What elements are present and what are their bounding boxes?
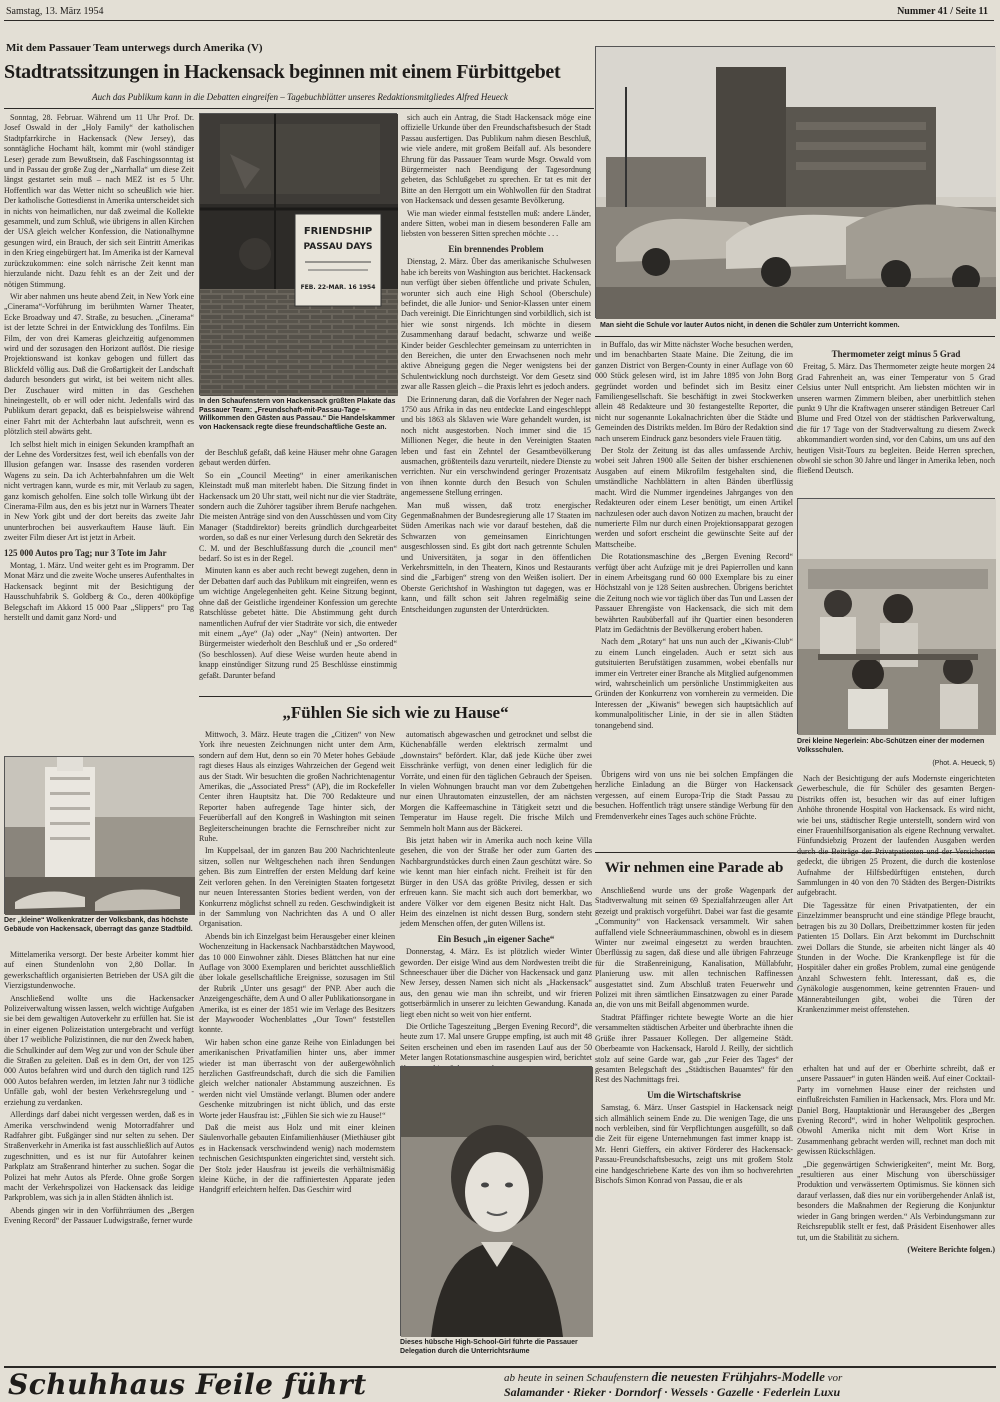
paragraph: Montag, 1. März. Und weiter geht es im Programm. Der Monat März und die zweite Woche unseres Aufenthaltes in Hackensack beginnt mit der Besichtigung der Hausschuhfabrik S. Goldberg & Co., deren 400köpfige Belegschaft im Akkord 15 000 Paar „Slippers“ pro Tag herstellt und damit ganz Nord- und bbox=[4, 561, 194, 623]
paragraph: Die Rotationsmaschine des „Bergen Evening Record“ verfügt über acht Aufzüge mit je drei Papierrollen und kann in einem Arbeitsgang rund 60 000 Exemplare bis zu einer Höchstzahl von je 128 Seiten ausbrechen. Übrigens berichtet die Zeitung noch wie vor täglich über das Tun und Lassen der Passauer Ehrengäste von Hackensack, die sich mit dem bewährten Raubüberfall auf ihr Quartier einen besonderen Platz im Gedächtnis der Bevölkerung erobert haben. bbox=[595, 552, 793, 634]
school-cars-illustration bbox=[596, 47, 996, 319]
top-rule bbox=[4, 20, 994, 21]
photo-school-cars bbox=[595, 46, 995, 318]
photo-three-kids bbox=[797, 498, 995, 734]
photo-friendship-sign bbox=[199, 113, 397, 395]
paragraph: automatisch abgewaschen und getrocknet und selbst die Küchenabfälle werden elektrisch zermalmt und „downstairs“ befördert. Klar, daß jede Küche über zwei Eisschränke verfügt, von denen einer lediglich für die Vorräte, und einen für den täglichen Gebrauch der Speisen. In vielen Wohnungen braucht man vor dem Zubettgehen nur einen Uhrautomaten einzustellen, der am nächsten Morgen die Kaffeemaschine in Tätigkeit setzt und die Temperatur im Hause regelt. Die frische Milch und Semmeln holt Mann aus der Bäckerei. bbox=[400, 730, 592, 833]
article-feel-column-b bbox=[400, 730, 592, 1062]
paragraph: Die Tagessätze für einen Privatpatienten, der ein Einzelzimmer beansprucht und eine ständige Pflege braucht, betragen bis zu 30 Dollars, Dreibettzimmer kosten für jeden Patienten 15 Dollars. Ein Arzt bekommt im Durchschnitt zwei Dollars die Stunde, sie arbeiten nicht länger als 40 Stunden in der Woche. Die Krankenpflege ist für die Hospitäler daher ein großes Problem, zumal eine genügende Anzahl Schwestern fehlt. Interessant, daß es, die Gynäkologie ausgenommen, keine getrennten Frauen- und Männerabteilungen gibt, wobei die Türen der Krankenzimmer meist offenstehen. bbox=[797, 900, 995, 1014]
kids-photo-illustration bbox=[798, 499, 996, 735]
paragraph: Anschließend wurde uns der große Wagenpark der Stadtverwaltung mit seinen 69 Spezialfahrzeugen aller Art gezeigt und praktisch vorgeführt. Dabei war fast die gesamte „Community“ von Hackensack versammelt. Wir sahen auffallend viele Schneeräummaschinen, obwohl es in diesem Winter nur zweimal eingesetzt zu werden brauchten. Überflüssig zu sagen, daß diese und alle übrigen Fahrzeuge für die Straßenreinigung, Kanalisation, Müllabfuhr, Planierung usw. mit allen technischen Raffinessen ausgestattet sind. Zum Abschluß traten Feuerwehr und Polizei mit ihren sämtlichen Einsatzwagen zu einer Parade an, die von uns mit Beifall abgenommen wurde. bbox=[595, 886, 793, 1010]
subhead-problem: Ein brennendes Problem bbox=[448, 243, 544, 254]
subhead-thermometer: Thermometer zeigt minus 5 Grad bbox=[831, 349, 961, 359]
paragraph: Stadtrat Pfäffinger richtete bewegte Worte an die hier versammelten städtischen Arbeiter und überbrachte ihnen die Grüße ihrer Passauer Kollegen. Der allgemeine Städt. Oberbeamte von Hackensack, Harold J. Reilly, der sichtlich stolz auf seine Garde war, gab „zur Feier des Tages“ der gesamten Belegschaft des „Städtischen Bauamtes“ für den Rest des Nachmittags frei. bbox=[595, 1012, 793, 1085]
sign-line-3: FEB. 22-MAR. 16 1954 bbox=[300, 284, 376, 291]
subhead-crisis: Um die Wirtschaftskrise bbox=[647, 1089, 741, 1100]
paragraph: Ich selbst hielt mich in einigen Sekunden krampfhaft an der Lehne des Vordersitzes fest, weil ich ebenfalls von der Illusion gefangen war. Insasse des rasenden vorderen Wagens zu sein. Da ich Achterbahnfahren um die Welt nicht vertragen kann, wurde es mir, mit Verlaub zu sagen, ganz komisch geholfen. Eine solch tolle Wirkung übt der Cinerama-Film aus, den es bis jetzt nur in Warners Theater in New York gibt und der dort bereits das zweite Jahr ununterbrochen bei ausverkauftem Hause läuft. Ein zweiter Film dieser Art ist jetzt in Arbeit. bbox=[4, 439, 194, 543]
article-column-1b bbox=[4, 950, 194, 1362]
article-thermometer bbox=[797, 345, 995, 493]
paragraph: der Beschluß gefaßt, daß keine Häuser mehr ohne Garagen gebaut werden dürfen. bbox=[199, 448, 397, 468]
paragraph: Man muß wissen, daß trotz energischer Gegenmaßnahmen der Bundesregierung alle 17 Staaten im Süden Amerikas nach wie vor darauf bestehen, daß die Schwarzen von gemeinsamen Einrichtungen ausgeschlossen sind. Es gibt dort nach getrennte Schulen und Universitäten, ja sogar in den öffentlichen Verkehrsmitteln, in den Theatern, Kinos und Restaurants sind die „Farbigen“ streng von den Weißen isoliert. Der Oberste Gerichtshof in Washington tut dagegen, was er kann, und fällt schon seit Jahren regelmäßig seine Entscheidungen zugunsten der Unterdrückten. bbox=[401, 500, 591, 614]
photo-credit: (Phot. A. Heueck, 5) bbox=[932, 760, 995, 767]
paragraph: Mittelamerika versorgt. Der beste Arbeiter kommt hier auf einen Stundenlohn von 2,80 Dollar. In gewerkschaftlich organisierten Betrieben der USA gilt die Vierzigstundenwoche. bbox=[4, 950, 194, 991]
sign-photo-illustration bbox=[200, 114, 398, 396]
sign-photo-caption: In den Schaufenstern von Hackensack grüßten Plakate das Passauer Team: „Freundschaft-mit-Passau-Tage – Willkommen den Gästen aus Passau.“ Die Handelskammer von Hackensack regte diese freundschaftliche Geste an. bbox=[199, 398, 396, 431]
paragraph: Wie man wieder einmal feststellen muß: andere Länder, andere Sitten, wobei man in diesem besonderen Falle am liebsten von besseren Sitten sprechen möchte . . . bbox=[401, 208, 591, 239]
ad-brand: Schuhhaus Feile führt bbox=[8, 1368, 367, 1401]
school-caption-rule bbox=[595, 336, 995, 337]
girl-photo-caption: Dieses hübsche High-School-Girl führte die Passauer Delegation durch die Unterrichtsräume bbox=[400, 1339, 578, 1355]
paragraph: Wir aber nahmen uns heute abend Zeit, in New York eine „Cinerama“-Vorführung im berühmten Warner Theater, Ecke Broadway und 47. Straße, zu besuchen. „Cinerama“ ist der letzte Schrei in der Entwicklung des Tonfilms. Ein Film, der von drei Kameras gleichzeitig aufgenommen wird und der sozusagen den Horizont auflöst. Die riesige Projektionswand ist konkav gebogen und füllert das Blickfeld völlig aus. Daß die Großartigkeit der Landschaft dadurch besonders gut wirkt, ist bei weitem nicht alles. Der Zuschauer wird mitten in das Geschehen hineingestellt, ob er will oder nicht. Jedenfalls wird das Publikum derart gepackt, daß es beispielsweise während einer Fahrt mit der Achterbahn laut aufschreit, wenn es plötzlich steil abwärts geht. bbox=[4, 291, 194, 437]
paragraph: Freitag, 5. März. Das Thermometer zeigte heute morgen 24 Grad Fahrenheit an, was einer Temperatur von 5 Grad Celsius unter Null entspricht. Am liebsten möchten wir in unseren warmen Zimmern bleiben, aber unerbittlich stehen punkt 9 Uhr die Kraftwagen unserer ständigen Betreuer Carl Blume und Fred Otzel von der städtischen Parkverwaltung, die für 17 Tage von der Stadtverwaltung zu diesem Zweck abkommandiert worden sind, vor den Cabins, um uns auf den heutigen Visit-Tours zu begleiten. Beide Herren sprechen, obwohl sie schon 30 Jahre und länger in Amerika leben, noch fließend Deutsch. bbox=[797, 362, 995, 476]
school-photo-caption: Man sieht die Schule vor lauter Autos nicht, in denen die Schüler zum Unterricht kommen. bbox=[600, 322, 900, 329]
article-column-4b bbox=[595, 770, 793, 850]
photo-highschool-girl bbox=[400, 1066, 592, 1336]
skyscraper-caption: Der „kleine“ Wolkenkratzer der Volksbank, das höchste Gebäude von Hackensack, überragt das ganze Stadtbild. bbox=[4, 917, 193, 933]
paragraph: Dienstag, 2. März. Über das amerikanische Schulwesen habe ich bereits von Washington aus berichtet. Hackensack nun verfügt über sieben öffentliche und private Schulen, worunter sich auch eine High School (Oberschule) befindet, die alle Junior- und Senior-Klassen unter einem Dach vereinigt. Die Einrichtungen sind vorbildlich, sich ist hier wie sonst nirgends. Ich möchte in diesem Zusammenhang darauf bedacht, schwarze und weiße Kinder beider Geschlechter gemeinsam zu unterrichten in den Bereichen, die unter den Erwachsenen noch mehr aktive Abneigung gegen die Neger wenigstens bei der Schulentwicklung noch durchsteigt. Vor dem Gesetz sind zwar alle Rassen gleich – die Praxis lehrt es jedoch anders. bbox=[401, 257, 591, 392]
paragraph: Die Ortliche Tageszeitung „Bergen Evening Record“, die heute zum 17. Mal unsere Gruppe empfing, ist auch mit 48 Seiten erscheinen und eben im rasenden Lauf aus der 50 Meter langen Rotationsmaschine ausgespien wird, berichtet bbox=[400, 1021, 592, 1063]
ad-vor: vor bbox=[827, 1372, 843, 1384]
paragraph: So ein „Council Meeting“ in einer amerikanischen Kleinstadt muß man miterlebt haben. Die Sitzung findet in Hackensack um 20 Uhr statt, weil nicht nur die vier Stadträte, sondern auch die Zuhörer tagsüber ihrem Berufe nachgehen. Die meisten Anträge sind von den Ausschüssen und vom City Manager (Stadtdirektor) bereits gründlich durchgearbeitet worden, so daß es nur einer Verlesung durch den Sekretär des C. M. und der Beschlußfassung durch die „council men“ bedarf. So ist es in der Regel. bbox=[199, 470, 397, 564]
paragraph: sich auch ein Antrag, die Stadt Hackensack möge eine offizielle Urkunde über den Freundschaftsbesuch der Stadt Passau ausfertigen. Das Publikum nahm diesen Beschluß, wie viele andere, mit großem Beifall auf. Als besondere Ehrung für das Passauer Team wurde Msgr. Oswald vom Bürgermeister nach Beendigung der Tagesordnung gebeten, das Schlußgebet zu sprechen. Er tat es mit der Bitte an den Herrgott um ein Wohlwollen für den Stadtrat von Hackensack und dessen gesamte Bevölkerung. bbox=[401, 113, 591, 206]
page-number: Nummer 41 / Seite 11 bbox=[897, 6, 988, 17]
kids-photo-caption: Drei kleine Negerlein: Abc-Schützen einer der modernen Volksschulen. bbox=[797, 738, 985, 754]
paragraph: Abends bin ich Einzelgast beim Herausgeber einer kleinen Wochenzeitung in Hackensack Nachbarstädtchen Maywood, das 10 000 Einwohner zählt. Dieses Blättchen hat nur eine Auflage von 3000 Exemplaren und berichtet ausschließlich über lokale gesellschaftliche Ereignisse, sozusagen im Stil der Rubrik „Unter uns gesagt“ der PNP. Aber auch die Anzeigengeschäfte, dem A und O aller Publikationsorgane in Amerika, ist es einer der 1851 wie im Verlage des Besitzers der Maywooder Wochenblattes „Our Town“ feststellen konnte. bbox=[199, 931, 395, 1035]
paragraph: erhalten hat und auf der er Oberhirte schreibt, daß er „unsere Passauer“ in guten Händen weiß. Auf einer Cocktail-Party im vornehmen Hause einer der reichsten und einflußreichsten Familien in Hackensack, Mrs. Flora und Mr. Daniel Borg, Hauptaktionär und Herausgeber des „Bergen Evening Record“, wird in hoher Weltpolitik gesprochen. Obwohl Amerika nicht mit dem Wort Krise in Zusammenhang gebracht werden will, rechnet man doch mit gewissen Rückschlägen. bbox=[797, 1064, 995, 1157]
article-feel-column-a bbox=[199, 730, 395, 1362]
issue-date: Samstag, 13. März 1954 bbox=[6, 6, 104, 17]
main-headline: Stadtratssitzungen in Hackensack beginnen mit einem Fürbittgebet bbox=[4, 61, 561, 83]
subhead-visit: Ein Besuch „in eigener Sache“ bbox=[437, 933, 555, 944]
ad-banner bbox=[4, 1369, 996, 1402]
paragraph: Minuten kann es aber auch recht bewegt zugehen, denn in der Debatten darf auch das Publikum mit eingreifen, wenn es um wichtige Angelegenheiten geht. Keine Sitzung beginnt, ohne daß der Geistliche irgendeiner Konfession um gerechte Ratschlüsse gebetet hätte. Die Abstimmung geht durch namentlichen Aufruf der vier Stadträte vor sich, die entweder mit einem „Aye“ (Ja) oder „Nay“ (Nein) antworten. Der Bürgermeister wiederholt den Beschluß und er „So ordered“ (So beschlossen). Auf diese Weise wurden heute abend in knapp einstündiger Sitzung rund 25 Beschlüsse einstimmig gefaßt. Darunter befand bbox=[199, 566, 397, 680]
article-column-3 bbox=[401, 113, 591, 693]
paragraph: Nach der Besichtigung der aufs Modernste eingerichteten Gewerbeschule, die für Schüler des gesamten Bergen-Distrikts offen ist, besuchen wir das auf einer luftigen Anhöhe thronende Hospital von Hackensack. Es wird nicht, wie bei uns, städtischer Regie unterstellt, sondern wird von einer Frauenhilfsorganisation als eigene Rechnung verwaltet. Fünfundsiebzig Prozent der laufenden Ausgaben werden gedeckt, die übrigen 25 Prozent, die durch die kostenlose Aufnahme der Hilfsbedürftigen entstehen, durch Sammlungen in 40 von den 70 Städten des Bergen-Distrikts aufgebracht. bbox=[797, 774, 995, 898]
subhead-autos: 125 000 Autos pro Tag; nur 3 Tote im Jahr bbox=[4, 547, 167, 558]
ad-offer: die neuesten Frühjahrs-Modelle bbox=[651, 1369, 825, 1384]
continued-note: (Weitere Berichte folgen.) bbox=[907, 1244, 995, 1254]
article-column-2b bbox=[199, 448, 397, 692]
paragraph: Anschließend wollte uns die Hackensacker Polizeiverwaltung wissen lassen, welch wichtige Aufgaben sie bei dem gewaltigen Autoverkehr zu erfüllen hat. Sie ist in einer eigenen Polizeistation untergebracht und verfügt über 17 weibliche Polizistinnen, die nur den Zweck haben, die Schulkinder auf dem Weg zur und von der Schule über die Straßen zu geleiten. Daß es in dem Ort, der von 125 000 Autos befahren wird und durch den täglich rund 125 000 Autos befahren werden, im letzten Jahr nur 3 tödliche Unfälle gab, wohl der besten Verkehrsregelung und -erziehung zu verdanken. bbox=[4, 993, 194, 1107]
ad-lead: ab heute in seinen Schaufenstern bbox=[504, 1372, 649, 1384]
article-parade-column-b bbox=[797, 1064, 995, 1362]
ad-lead-line bbox=[504, 1370, 994, 1385]
ad-brand-list: Salamander · Rieker · Dorndorf · Wessels · Gazelle · Federlein Luxu bbox=[504, 1385, 841, 1399]
paragraph: Übrigens wird von uns nie bei solchen Empfängen die herzliche Einladung an die Bürger von Hackensack vergessen, auf einem Europa-Trip die Stadt Passau zu besuchen. Hoffentlich trägt unsere ständige Werbung für den Fremdenverkehr eines Tages auch schöne Früchte. bbox=[595, 770, 793, 821]
article-parade-column-a bbox=[595, 886, 793, 1362]
headline-parade: Wir nehmen eine Parade ab bbox=[604, 860, 784, 876]
paragraph: Donnerstag, 4. März. Es ist plötzlich wieder Winter geworden. Der eisige Wind aus dem Nordwesten treibt die Schneeschauer über die Dächer von Hackensack und ganz New Jersey, dessen Namen sich nicht als „Hackensack“ aus, den genau wie man ihn schreibt, und wir frieren gottserbärmlich in unserer zu leichten Gewandung. Kanada liegt eben nicht so weit von hier entfernt. bbox=[400, 947, 592, 1019]
article-column-4 bbox=[595, 340, 793, 765]
subheadline: Auch das Publikum kann in die Debatten eingreifen – Tagebuchblätter unseres Redaktionsmitgliedes Alfred Heueck bbox=[92, 92, 508, 102]
paragraph: Mittwoch, 3. März. Heute tragen die „Citizen“ von New York ihre neuesten Zeichnungen nicht unter dem Arm, sondern auf dem Hut, denn so ein 70 Meter hohes Gebäude ragt dieses Haus als einziges Wahrzeichen der Gegend weit aus der Stadt. Wir besuchten die großen Nachrichtenagentur Amerikas, die „Associated Press“ (AP), die im Rockefeller Center ihren Hauptsitz hat. Die 700 Redakteure und Reporter haben aufregende Tage hinter sich, der Feuerüberfall auf den Kongreß in Washington mit seinen Begleiterscheinungen brachte die Fernschreiber nicht zur Ruhe. bbox=[199, 730, 395, 844]
paragraph: Wir haben schon eine ganze Reihe von Einladungen bei amerikanischen Privatfamilien hinter uns, aber immer wieder ist man überrascht von der außergewöhnlich herzlichen Gastfreundschaft, durch die sich die Familien gleich welcher nationaler Abstammung auszeichnen. Es werden nicht viel Umstände verlangt. Blumen oder andere Geschenke mitzubringen ist nicht üblich, und das erste Worte jeder Hausfrau ist: „Fühlen Sie sich wie zu Hause!“ bbox=[199, 1037, 395, 1120]
article-column-1 bbox=[4, 113, 194, 751]
paragraph: Allerdings darf dabei nicht vergessen werden, daß es in Amerika verschwindend wenig Motorradfahrer und Radfahrer gibt. Fußgänger sind nur selten zu sehen. Der Straßenverkehr in Amerika ist fast ausschließlich auf Autos zugeschnitten, und es ist nur für Autofahrer keinen Parkplatz am Straßenrand hinterher zu suchen. Sogar die Polizei hat mehr Autos als Pferde. Ohne große Sorgen macht der Verkehrspolizei von Hackensack das leidige Parkproblem, was sich ja in allen Städten ähnlich ist. bbox=[4, 1110, 194, 1203]
paragraph: „Die gegenwärtigen Schwierigkeiten“, meint Mr. Borg, „resultieren aus einer Mischung von überschüssiger Produktion und verwässertem Optimismus. Sie können sich darauf verlassen, daß dies nur ein vorübergehender Anlaß ist, besonders die Maßnahmen der Regierung die Konjunktur wieder in Gang bringen werden.“ Als Verbindungsmann zur Reichsrepublik stellt er fest, daß Präsident Eisenhower alles tut, um die Stabilität zu sichern. bbox=[797, 1159, 995, 1242]
paragraph: in Buffalo, das wir Mitte nächster Woche besuchen werden, und im benachbarten Staate Maine. Die Zeitung, die im ganzen District von Bergen-County in einer Auflage von 60 000 Stück gelesen wird, ist im Jahre 1895 von John Borg gegründet worden und befindet sich im Besitz einer Familiengesellschaft. Sie beschäftigt in zwei Stockwerken allein 48 Redakteure und 30 festangestellte Reporter, die nicht nur sogenannte Lokalnachrichten über die Städte und Gemeinden des Distrikts melden. Im Büro der Redaktion sind nach unserem Eindruck ganz besonders viele Frauen tätig. bbox=[595, 340, 793, 443]
skyscraper-illustration bbox=[5, 757, 195, 915]
girl-photo-illustration bbox=[401, 1067, 593, 1337]
sign-line-2: PASSAU DAYS bbox=[303, 242, 373, 252]
article-hospital bbox=[797, 774, 995, 1060]
paragraph: Abends gingen wir in den Vorführräumen des „Bergen Evening Record“ der Passauer Ludwigstraße, ferner wurde bbox=[4, 1205, 194, 1226]
paragraph: Sonntag, 28. Februar. Während um 11 Uhr Prof. Dr. Josef Oswald in der „Holy Family“ der katholischen Stadtpfarrkirche in Hackensack (New Jersey), das sonntägliche Hochamt hält, kommt mir (wohl ständiger Leser) gerade zum Bewußtsein, daß Faschingssonntag ist und in Passau der große Zug der „Narrhalla“ um diese Zeit längst gestartet sein muß – nach MEZ ist es 5 Uhr. Hoffentlich war das Wetter nicht so scheußlich wie hier. Der katholische Gottesdienst in Amerika unterscheidet sich in nichts von heimatlichen, nur daß zweimal die Kollekte gesammelt, und zum Schluß, wie übrigens in allen Kirchen der USA gleich welcher Konfession, die Nationalhymne gesungen wird, ein Brauch, der sich seit Eintritt Amerikas in den Krieg eingebürgert hat. Im Amerika ist der Karneval zurückzukommen: eine solch närrische Zeit kennt man hierzulande nicht. Dazu fehlt es an der Zeit und der nötigen Stimmung. bbox=[4, 113, 194, 289]
paragraph: Im Kuppelsaal, der im ganzen Bau 200 Nachrichtenleute sitzen, sollen nur Weltgeschehen nach ihren Sendungen gehen. Bis zum Eintreffen der ersten Meldung darf keine Zeit verloren gehen. In den Vereinigten Staaten fortgesetzt nur neuen Interessanten Stories bedient werden, von der Konkurrenz möglichst schnell zu reden. Geschwindigkeit ist in der Sammlung von Nachrichten das A und O aller Organisation. bbox=[199, 846, 395, 929]
paragraph: Bis jetzt haben wir in Amerika auch noch keine Villa gesehen, die von der Straße her oder zum Garten des Nachbargrundstückes durch einen Zaun geschützt wäre. So wie kennt man hier einfach nicht. Freiheit ist für den Bürger in den USA das größte Privileg, dessen er sich erfreuen kann. Sie macht sich auch dort bemerkbar, wo andere Völker vor dem eigenen Besitz nicht Halt. Das Heim des einzelnen ist nicht dessen Burg, sondern steht jedem Menschen offen, der guten Willens ist. bbox=[400, 836, 592, 929]
feel-top-rule bbox=[199, 696, 592, 697]
headline-rule bbox=[4, 108, 594, 109]
photo-skyscraper bbox=[4, 756, 194, 914]
paragraph: Nach dem „Rotary“ hat uns nun auch der „Kiwanis-Club“ zu einem Lunch eingeladen. Auch er setzt sich aus gutsituierten Berufstätigen zusammen, wobei ebenfalls nur immer ein Vertreter einer Branche als Mitglied aufgenommen wird, wahrscheinlich um persönliche Unstimmigkeiten aus Gründen der Konkurrenz von vornherein zu vermeiden. Die Interessen der „Kiwanis“ bewegen sich hauptsächlich auf kommunalpolitischer Linie, in der sie in allen Städten tonangebend sind. bbox=[595, 637, 793, 730]
sign-line-1: FRIENDSHIP bbox=[303, 226, 373, 237]
paragraph: Der Stolz der Zeitung ist das alles umfassende Archiv, wobei seit Jahren 1900 alle Seiten der bisher erschienenen Ausgaben auf einem Mikrofilm festgehalten sind, die umständliche Nachblättern in alten Bänden überflüssig macht. Wird die Nummer irgendeines Jahrganges von den Redakteuren oder einem Leser benötigt, um einen Artikel nachzulesen oder auch davon Notizen zu machen, braucht der numerierte Film nur durch einen Projektionsapparat gezogen werden und sofort erscheint die gewünschte Seite auf der Mattscheibe. bbox=[595, 446, 793, 549]
series-line: Mit dem Passauer Team unterwegs durch Amerika (V) bbox=[6, 42, 263, 54]
parade-top-rule bbox=[595, 852, 995, 853]
paragraph: Samstag, 6. März. Unser Gastspiel in Hackensack neigt sich allmählich seinem Ende zu. Die wenigen Tage, die uns noch verbleiben, sind für Verpflichtungen ausgefüllt, so daß die Zeit für eigene Unternehmungen fast immer knapp ist. Mr. Henri Gieffers, ein aktiver Förderer des Hackensack-Passau-Freundschaftsbesuchs, zeigt uns mit großem Stolz eine handgeschriebene Karte des von ihm so hochverehrten Bischofs Simon Konrad von Passau, die er als bbox=[595, 1103, 793, 1185]
headline-feel-at-home: „Fühlen Sie sich wie zu Hause“ bbox=[282, 703, 509, 722]
paragraph: Daß die meist aus Holz und mit einer kleinen Säulenvorhalle gebauten Einfamilienhäuser (Miethäuser gibt es in Hackensack verschwindend wenig) nach modernstem technischen Gesichtspunkten eingerichtet sind, versteht sich. Der Stolz jeder Hausfrau ist jeweils die verhältnismäßig kleine Küche, in der die raffiniertesten Apparate jeden Handgriff erleichtern helfen. Das Geschirr wird bbox=[199, 1123, 395, 1195]
paragraph: Die Erinnerung daran, daß die Vorfahren der Neger nach 1750 aus Afrika in das neu entdeckte Land eingeschleppt und bis 1863 als Sklaven wie Ware gehandelt wurden, ist noch nicht ausgestorben. Noch immer sind die 15 Millionen Neger, die heute in den Vereinigten Staaten leben und fast ein Zehntel der Gesamtbevölkerung ausmachen, größtenteils dazu verurteilt, niedere Dienste zu verrichten. Nur ein verschwindend geringer Prozentsatz von ihnen konnte durch den Besuch von Schulen angemessene Stellung erringen. bbox=[401, 394, 591, 498]
